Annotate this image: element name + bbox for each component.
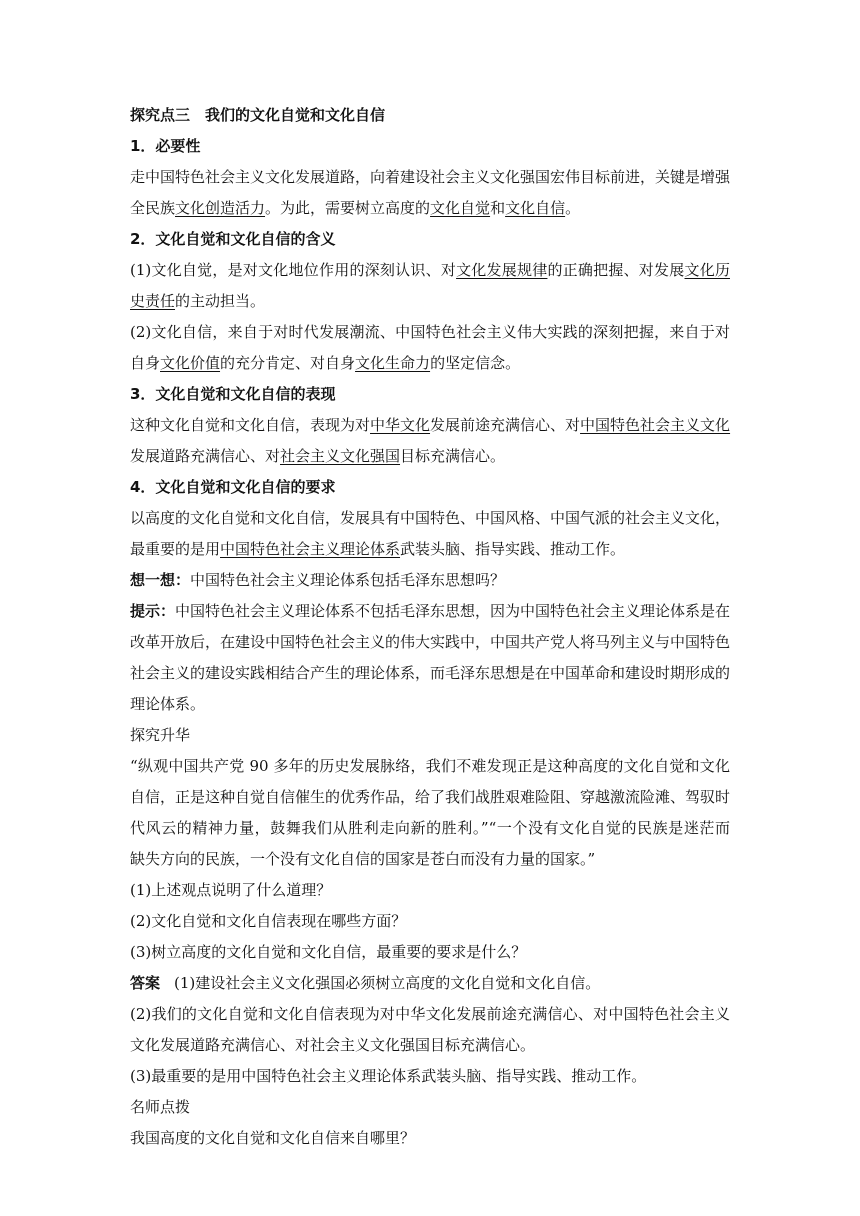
blank-answer: 社会主义文化强国	[280, 447, 401, 465]
point-4-text-cont: 最重要的是用中国特色社会主义理论体系武装头脑、指导实践、推动工作。	[130, 540, 626, 558]
explore-quote-line: 自信，正是这种自觉自信催生的优秀作品，给了我们战胜艰难险阻、穿越激流险滩、驾驭时	[130, 788, 731, 806]
blank-answer: 文化自信	[505, 199, 566, 217]
blank-answer: 史责任	[130, 292, 176, 310]
answer-1: 答案 (1)建设社会主义文化强国必须树立高度的文化自觉和文化自信。	[130, 974, 601, 992]
hint-paragraph: 提示：中国特色社会主义理论体系不包括毛泽东思想，因为中国特色社会主义理论体系是在	[130, 602, 731, 620]
blank-answer: 文化发展规律	[456, 261, 548, 279]
point-1-text-cont: 全民族文化创造活力。为此，需要树立高度的文化自觉和文化自信。	[130, 199, 581, 217]
explore-quote-line: 缺失方向的民族，一个没有文化自信的国家是苍白而没有力量的国家。”	[130, 850, 596, 868]
explore-quote: “纵观中国共产党 90 多年的历史发展脉络，我们不难发现正是这种高度的文化自觉和文化	[130, 757, 730, 775]
point-4-title: 4．文化自觉和文化自信的要求	[130, 478, 336, 496]
blank-answer: 文化价值	[160, 354, 221, 372]
point-3-text: 这种文化自觉和文化自信，表现为对中华文化发展前途充满信心、对中国特色社会主义文化	[130, 416, 731, 434]
answer-3: (3)最重要的是用中国特色社会主义理论体系武装头脑、指导实践、推动工作。	[130, 1067, 647, 1085]
point-1-text: 走中国特色社会主义文化发展道路，向着建设社会主义文化强国宏伟目标前进，关键是增强	[130, 168, 731, 186]
point-3-text-cont: 发展道路充满信心、对社会主义文化强国目标充满信心。	[130, 447, 506, 465]
point-2-item-1-cont: 史责任的主动担当。	[130, 292, 266, 310]
point-2-item-1: (1)文化自觉，是对文化地位作用的深刻认识、对文化发展规律的正确把握、对发展文化历	[130, 261, 730, 279]
explore-question-1: (1)上述观点说明了什么道理？	[130, 881, 332, 899]
blank-answer: 中国特色社会主义理论体系	[220, 540, 401, 558]
blank-answer: 文化生命力	[355, 354, 431, 372]
hint-label: 提示：	[130, 602, 176, 620]
point-2-item-2-cont: 自身文化价值的充分肯定、对自身文化生命力的坚定信念。	[130, 354, 521, 372]
document-page	[130, 100, 730, 1154]
hint-paragraph-line: 改革开放后，在建设中国特色社会主义的伟大实践中，中国共产党人将马列主义与中国特色	[130, 633, 731, 651]
point-4-text: 以高度的文化自觉和文化自信，发展具有中国特色、中国风格、中国气派的社会主义文化，	[130, 509, 731, 527]
explore-title: 探究升华	[130, 726, 191, 744]
explore-quote-line: 代风云的精神力量，鼓舞我们从胜利走向新的胜利。”“一个没有文化自觉的民族是迷茫而	[130, 819, 730, 837]
blank-answer: 文化创造活力	[175, 199, 266, 217]
blank-answer: 文化自觉	[430, 199, 491, 217]
point-3-title: 3．文化自觉和文化自信的表现	[130, 385, 336, 403]
hint-paragraph-line: 社会主义的建设实践相结合产生的理论体系，而毛泽东思想是在中国革命和建设时期形成的	[130, 664, 731, 682]
point-1-title: 1．必要性	[130, 137, 201, 155]
answer-2-cont: 文化发展道路充满信心、对社会主义文化强国目标充满信心。	[130, 1036, 536, 1054]
tips-question: 我国高度的文化自觉和文化自信来自哪里？	[130, 1129, 416, 1147]
blank-answer: 中华文化	[370, 416, 431, 434]
tips-title: 名师点拨	[130, 1098, 191, 1116]
think-label: 想一想：	[130, 571, 191, 589]
point-2-title: 2．文化自觉和文化自信的含义	[130, 230, 336, 248]
think-question: 想一想：中国特色社会主义理论体系包括毛泽东思想吗？	[130, 571, 506, 589]
section-heading: 探究点三 我们的文化自觉和文化自信	[130, 106, 386, 124]
blank-answer: 中国特色社会主义文化	[580, 416, 731, 434]
explore-question-3: (3)树立高度的文化自觉和文化自信，最重要的要求是什么？	[130, 943, 527, 961]
answer-2: (2)我们的文化自觉和文化自信表现为对中华文化发展前途充满信心、对中国特色社会主义	[130, 1005, 730, 1023]
hint-paragraph-line: 理论体系。	[130, 695, 206, 713]
explore-question-2: (2)文化自觉和文化自信表现在哪些方面？	[130, 912, 407, 930]
point-2-item-2: (2)文化自信，来自于对时代发展潮流、中国特色社会主义伟大实践的深刻把握，来自于对	[130, 323, 730, 341]
blank-answer: 文化历	[684, 261, 730, 279]
answer-label: 答案	[130, 974, 161, 992]
